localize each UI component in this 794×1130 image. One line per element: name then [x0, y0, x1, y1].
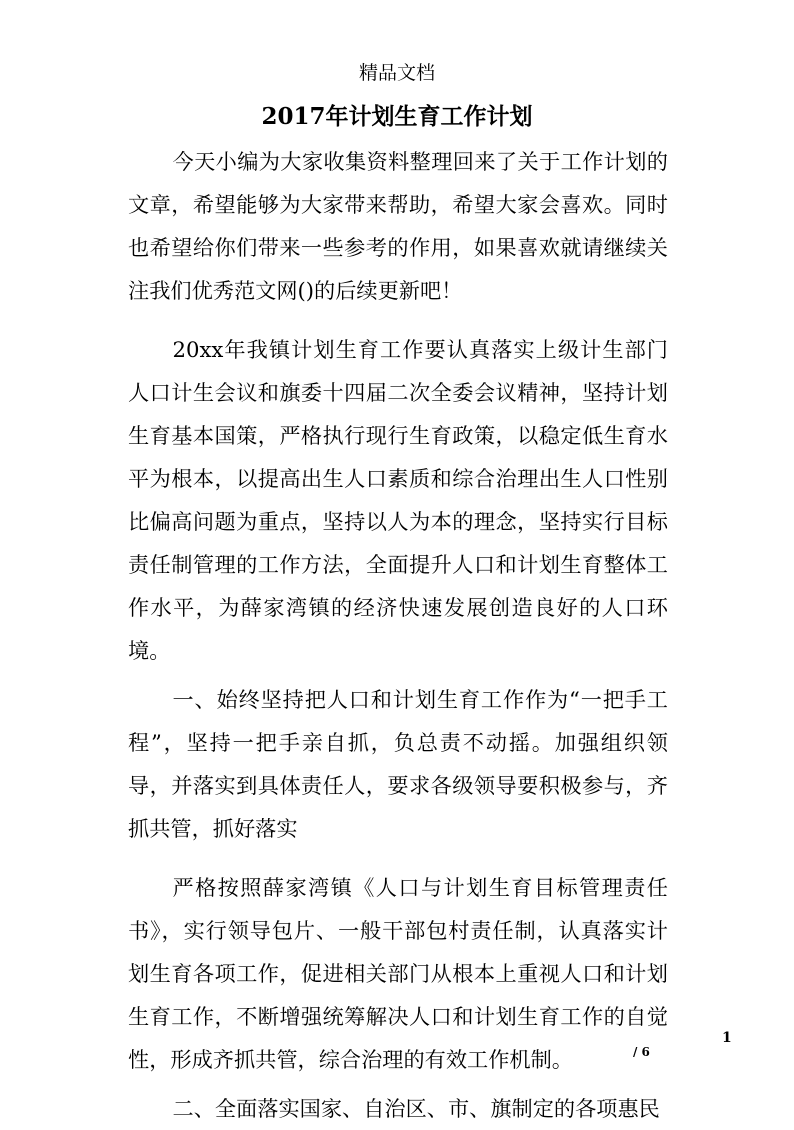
page-total: / 6: [633, 1045, 650, 1059]
page-number: 1: [722, 1030, 732, 1046]
paragraph-section-one: 一、始终坚持把人口和计划生育工作作为“一把手工程”，坚持一把手亲自抓，负总责不动摇。加强组织领导，并落实到具体责任人，要求各级领导要积极参与，齐抓共管，抓好落实: [128, 687, 668, 841]
paragraph-overview: 20xx年我镇计划生育工作要认真落实上级计生部门人口计生会议和旗委十四届二次全委会议精神，坚持计划生育基本国策，严格执行现行生育政策，以稳定低生育水平为根本，以提高出生人口素质和综合治理出生人口性别比偏高问题为重点，坚持以人为本的理念，坚持实行目标责任制管理的工作方法，全面提升人口和计划生育整体工作水平，为薛家湾镇的经济快速发展创造良好的人口环境。: [128, 337, 668, 663]
paragraph-section-two: 二、全面落实国家、自治区、市、旗制定的各项惠民: [172, 1096, 660, 1121]
document-header: 精品文档: [358, 62, 435, 84]
document-title: 2017年计划生育工作计划: [261, 103, 533, 130]
document-body: [128, 140, 668, 1130]
paragraph-intro: 今天小编为大家收集资料整理回来了关于工作计划的文章，希望能够为大家带来帮助，希望大家会喜欢。同时也希望给你们带来一些参考的作用，如果喜欢就请继续关注我们优秀范文网()的后续更新吧！: [128, 149, 668, 303]
paragraph-responsibility: 严格按照薛家湾镇《人口与计划生育目标管理责任书》，实行领导包片、一般干部包村责任制，认真落实计划生育各项工作，促进相关部门从根本上重视人口和计划生育工作，不断增强统筹解决人口和计划生育工作的自觉性，形成齐抓共管，综合治理的有效工作机制。: [128, 875, 668, 1072]
